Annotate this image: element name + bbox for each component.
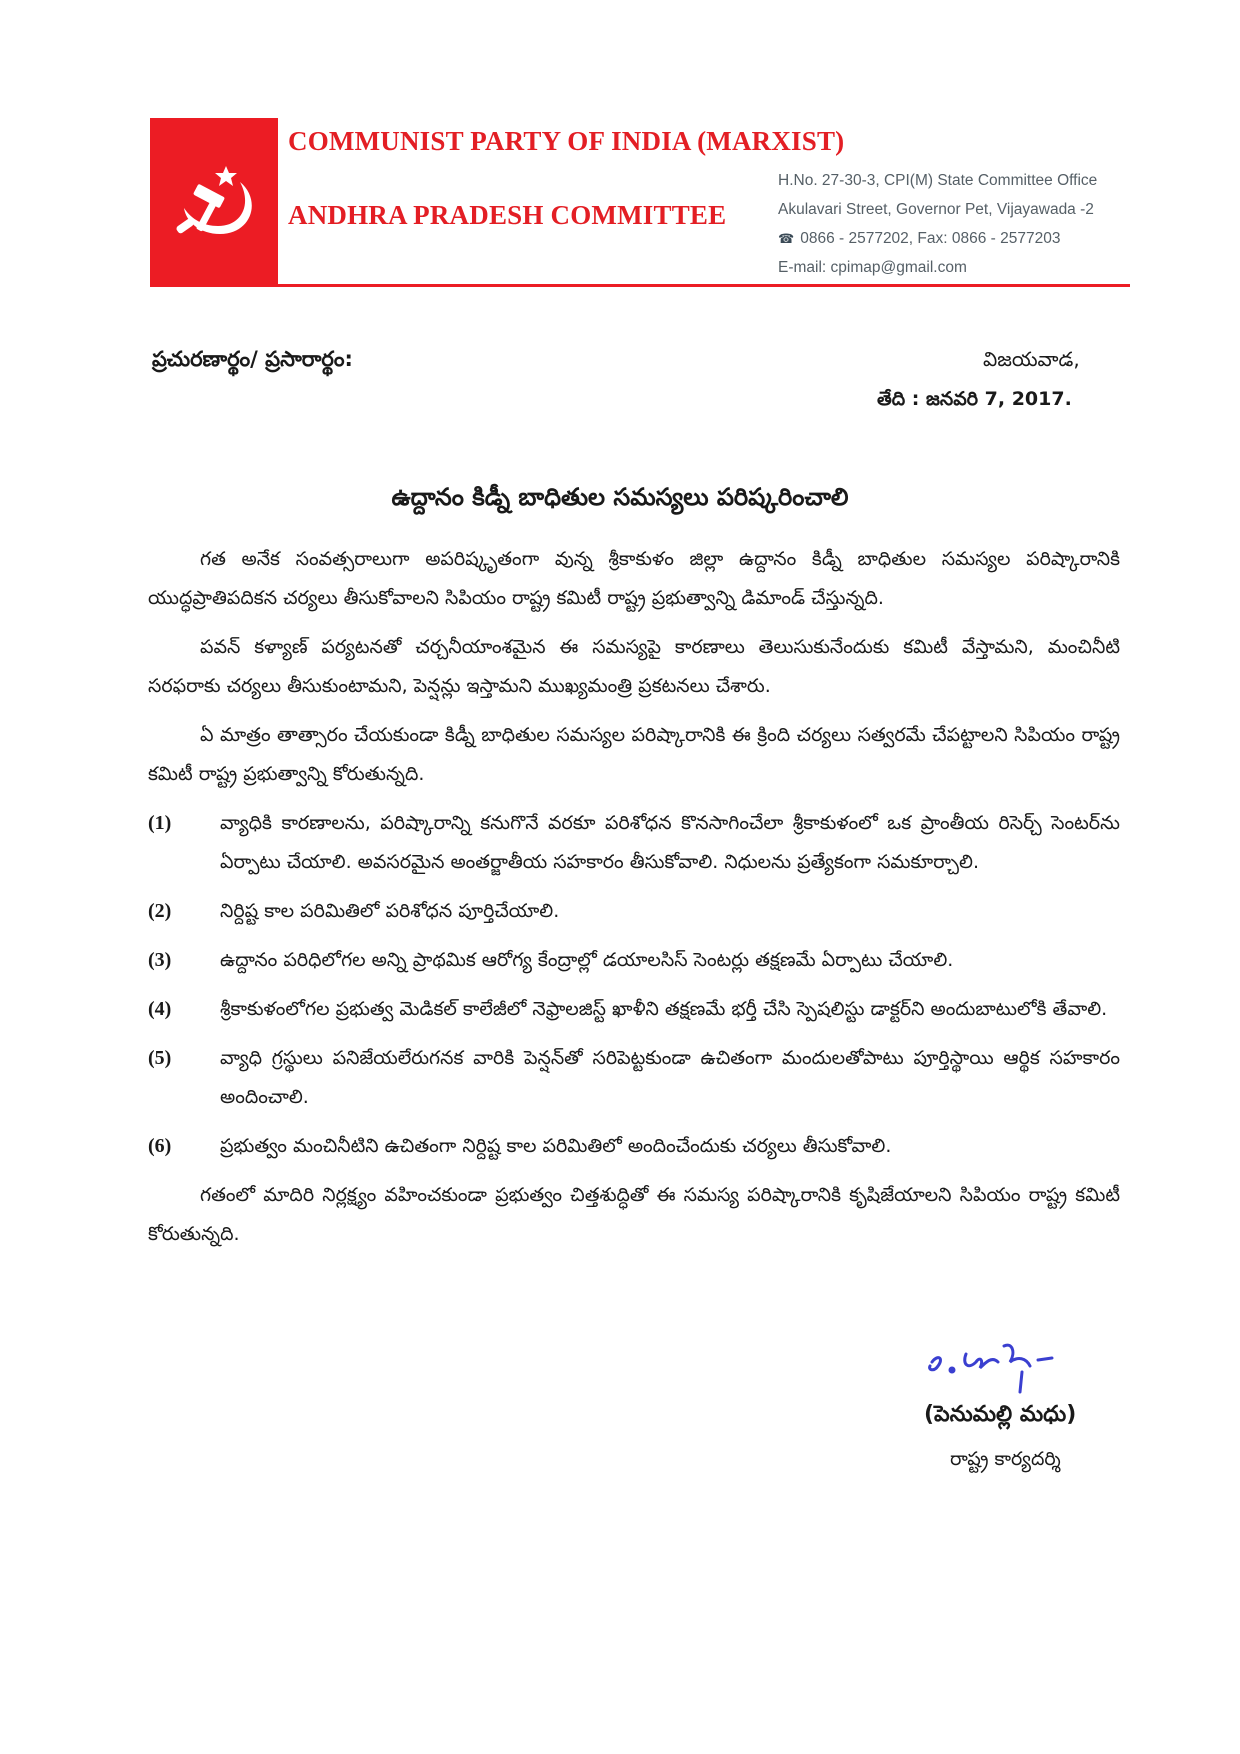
- paragraph: ఏ మాత్రం తాత్సారం చేయకుండా కిడ్నీ బాధితుల సమస్యల పరిష్కారానికి ఈ క్రింది చర్యలు సత్వరమే చేపట్టాలని సిపియం రాష్ట్ర కమిటీ రాష్ట్ర ప్రభుత్వాన్ని కోరుతున్నది.: [148, 724, 1120, 785]
- paragraph: పవన్ కళ్యాణ్ పర్యటనతో చర్చనీయాంశమైన ఈ సమస్యపై కారణాలు తెలుసుకునేందుకు కమిటీ వేస్తామని, మంచినీటి సరఫరాకు చర్యలు తీసుకుంటామని, పెన్షన్లు ఇస్తామని ముఖ్యమంత్రి ప్రకటనలు చేశారు.: [148, 636, 1120, 697]
- phone-line: [778, 230, 1060, 248]
- place: విజయవాడ,: [983, 347, 1080, 371]
- party-logo: [150, 118, 278, 284]
- demand-item: [148, 1127, 1120, 1166]
- date: తేది : జనవరి 7, 2017.: [877, 388, 1072, 410]
- demand-item: [148, 1039, 1120, 1117]
- demand-text: ప్రభుత్వం మంచినీటిని ఉచితంగా నిర్దిష్ట కాల పరిమితిలో అందించేందుకు చర్యలు తీసుకోవాలి.: [220, 1135, 892, 1157]
- committee-name: ANDHRA PRADESH COMMITTEE: [288, 200, 727, 230]
- address-line-1: H.No. 27-30-3, CPI(M) State Committee Office: [778, 172, 1098, 189]
- demand-number: (1): [148, 812, 172, 834]
- letterhead-rule: [150, 284, 1130, 287]
- phone-fax-text: 0866 - 2577202, Fax: 0866 - 2577203: [800, 230, 1061, 247]
- demand-text: వ్యాధి గ్రస్థులు పనిజేయలేరుగనక వారికి పెన్షన్‌తో సరిపెట్టకుండా ఉచితంగా మందులతోపాటు పూర్తిస్థాయి ఆర్థిక సహకారం అందించాలి.: [220, 1047, 1120, 1108]
- demand-item: [148, 990, 1120, 1029]
- signatory-designation: రాష్ట్ర కార్యదర్శి: [950, 1448, 1061, 1470]
- demand-number: (6): [148, 1135, 172, 1157]
- letterhead: [150, 118, 1130, 288]
- demand-item: [148, 804, 1120, 882]
- email-line: E-mail: cpimap@gmail.com: [778, 259, 967, 276]
- org-name: COMMUNIST PARTY OF INDIA (MARXIST): [288, 126, 845, 156]
- signatory-name: (పెనుమల్లి మధు): [924, 1402, 1077, 1427]
- demand-number: (4): [148, 998, 172, 1020]
- demand-number: (2): [148, 900, 172, 922]
- publication-note: ప్రచురణార్థం/ ప్రసారార్థం:: [152, 347, 353, 371]
- hammer-sickle-star-icon: [154, 160, 274, 242]
- address-line-2: Akulavari Street, Governor Pet, Vijayawada -2: [778, 201, 1094, 218]
- paragraph: గత అనేక సంవత్సరాలుగా అపరిష్కృతంగా వున్న శ్రీకాకుళం జిల్లా ఉద్దానం కిడ్నీ బాధితుల సమస్యల పరిష్కారానికి యుద్ధప్రాతిపదికన చర్యలు తీసుకోవాలని సిపియం రాష్ట్ర కమిటీ రాష్ట్ర ప్రభుత్వాన్ని డిమాండ్ చేస్తున్నది.: [148, 548, 1120, 609]
- press-release-body: [148, 540, 1120, 1264]
- demand-text: వ్యాధికి కారణాలను, పరిష్కారాన్ని కనుగొనే వరకూ పరిశోధన కొనసాగించేలా శ్రీకాకుళంలో ఒక ప్రాంతీయ రిసెర్చ్ సెంటర్‌ను ఏర్పాటు చేయాలి. అవసరమైన అంతర్జాతీయ సహకారం తీసుకోవాలి. నిధులను ప్రత్యేకంగా సమకూర్చాలి.: [220, 812, 1120, 873]
- demand-item: [148, 892, 1120, 931]
- demand-number: (3): [148, 949, 172, 971]
- press-release-title: ఉద్దానం కిడ్నీ బాధితుల సమస్యలు పరిష్కరించాలి: [391, 483, 849, 511]
- demand-text: నిర్దిష్ట కాల పరిమితిలో పరిశోధన పూర్తిచేయాలి.: [220, 900, 560, 922]
- demand-text: ఉద్దానం పరిధిలోగల అన్ని ప్రాథమిక ఆరోగ్య కేంద్రాల్లో డయాలసిస్ సెంటర్లు తక్షణమే ఏర్పాటు చేయాలి.: [220, 949, 954, 971]
- telephone-icon: ☎: [778, 231, 795, 246]
- demand-text: శ్రీకాకుళంలోగల ప్రభుత్వ మెడికల్ కాలేజీలో నెఫ్రాలజిస్ట్ ఖాళీని తక్షణమే భర్తీ చేసి స్పెషలిస్టు డాక్టర్‌ని అందుబాటులోకి తేవాలి.: [220, 998, 1108, 1020]
- closing-paragraph: గతంలో మాదిరి నిర్లక్ష్యం వహించకుండా ప్రభుత్వం చిత్తశుద్ధితో ఈ సమస్య పరిష్కారానికి కృషిజేయాలని సిపియం రాష్ట్ర కమిటీ కోరుతున్నది.: [148, 1184, 1120, 1245]
- demand-number: (5): [148, 1047, 172, 1069]
- demand-item: [148, 941, 1120, 980]
- handwritten-signature: [922, 1332, 1122, 1396]
